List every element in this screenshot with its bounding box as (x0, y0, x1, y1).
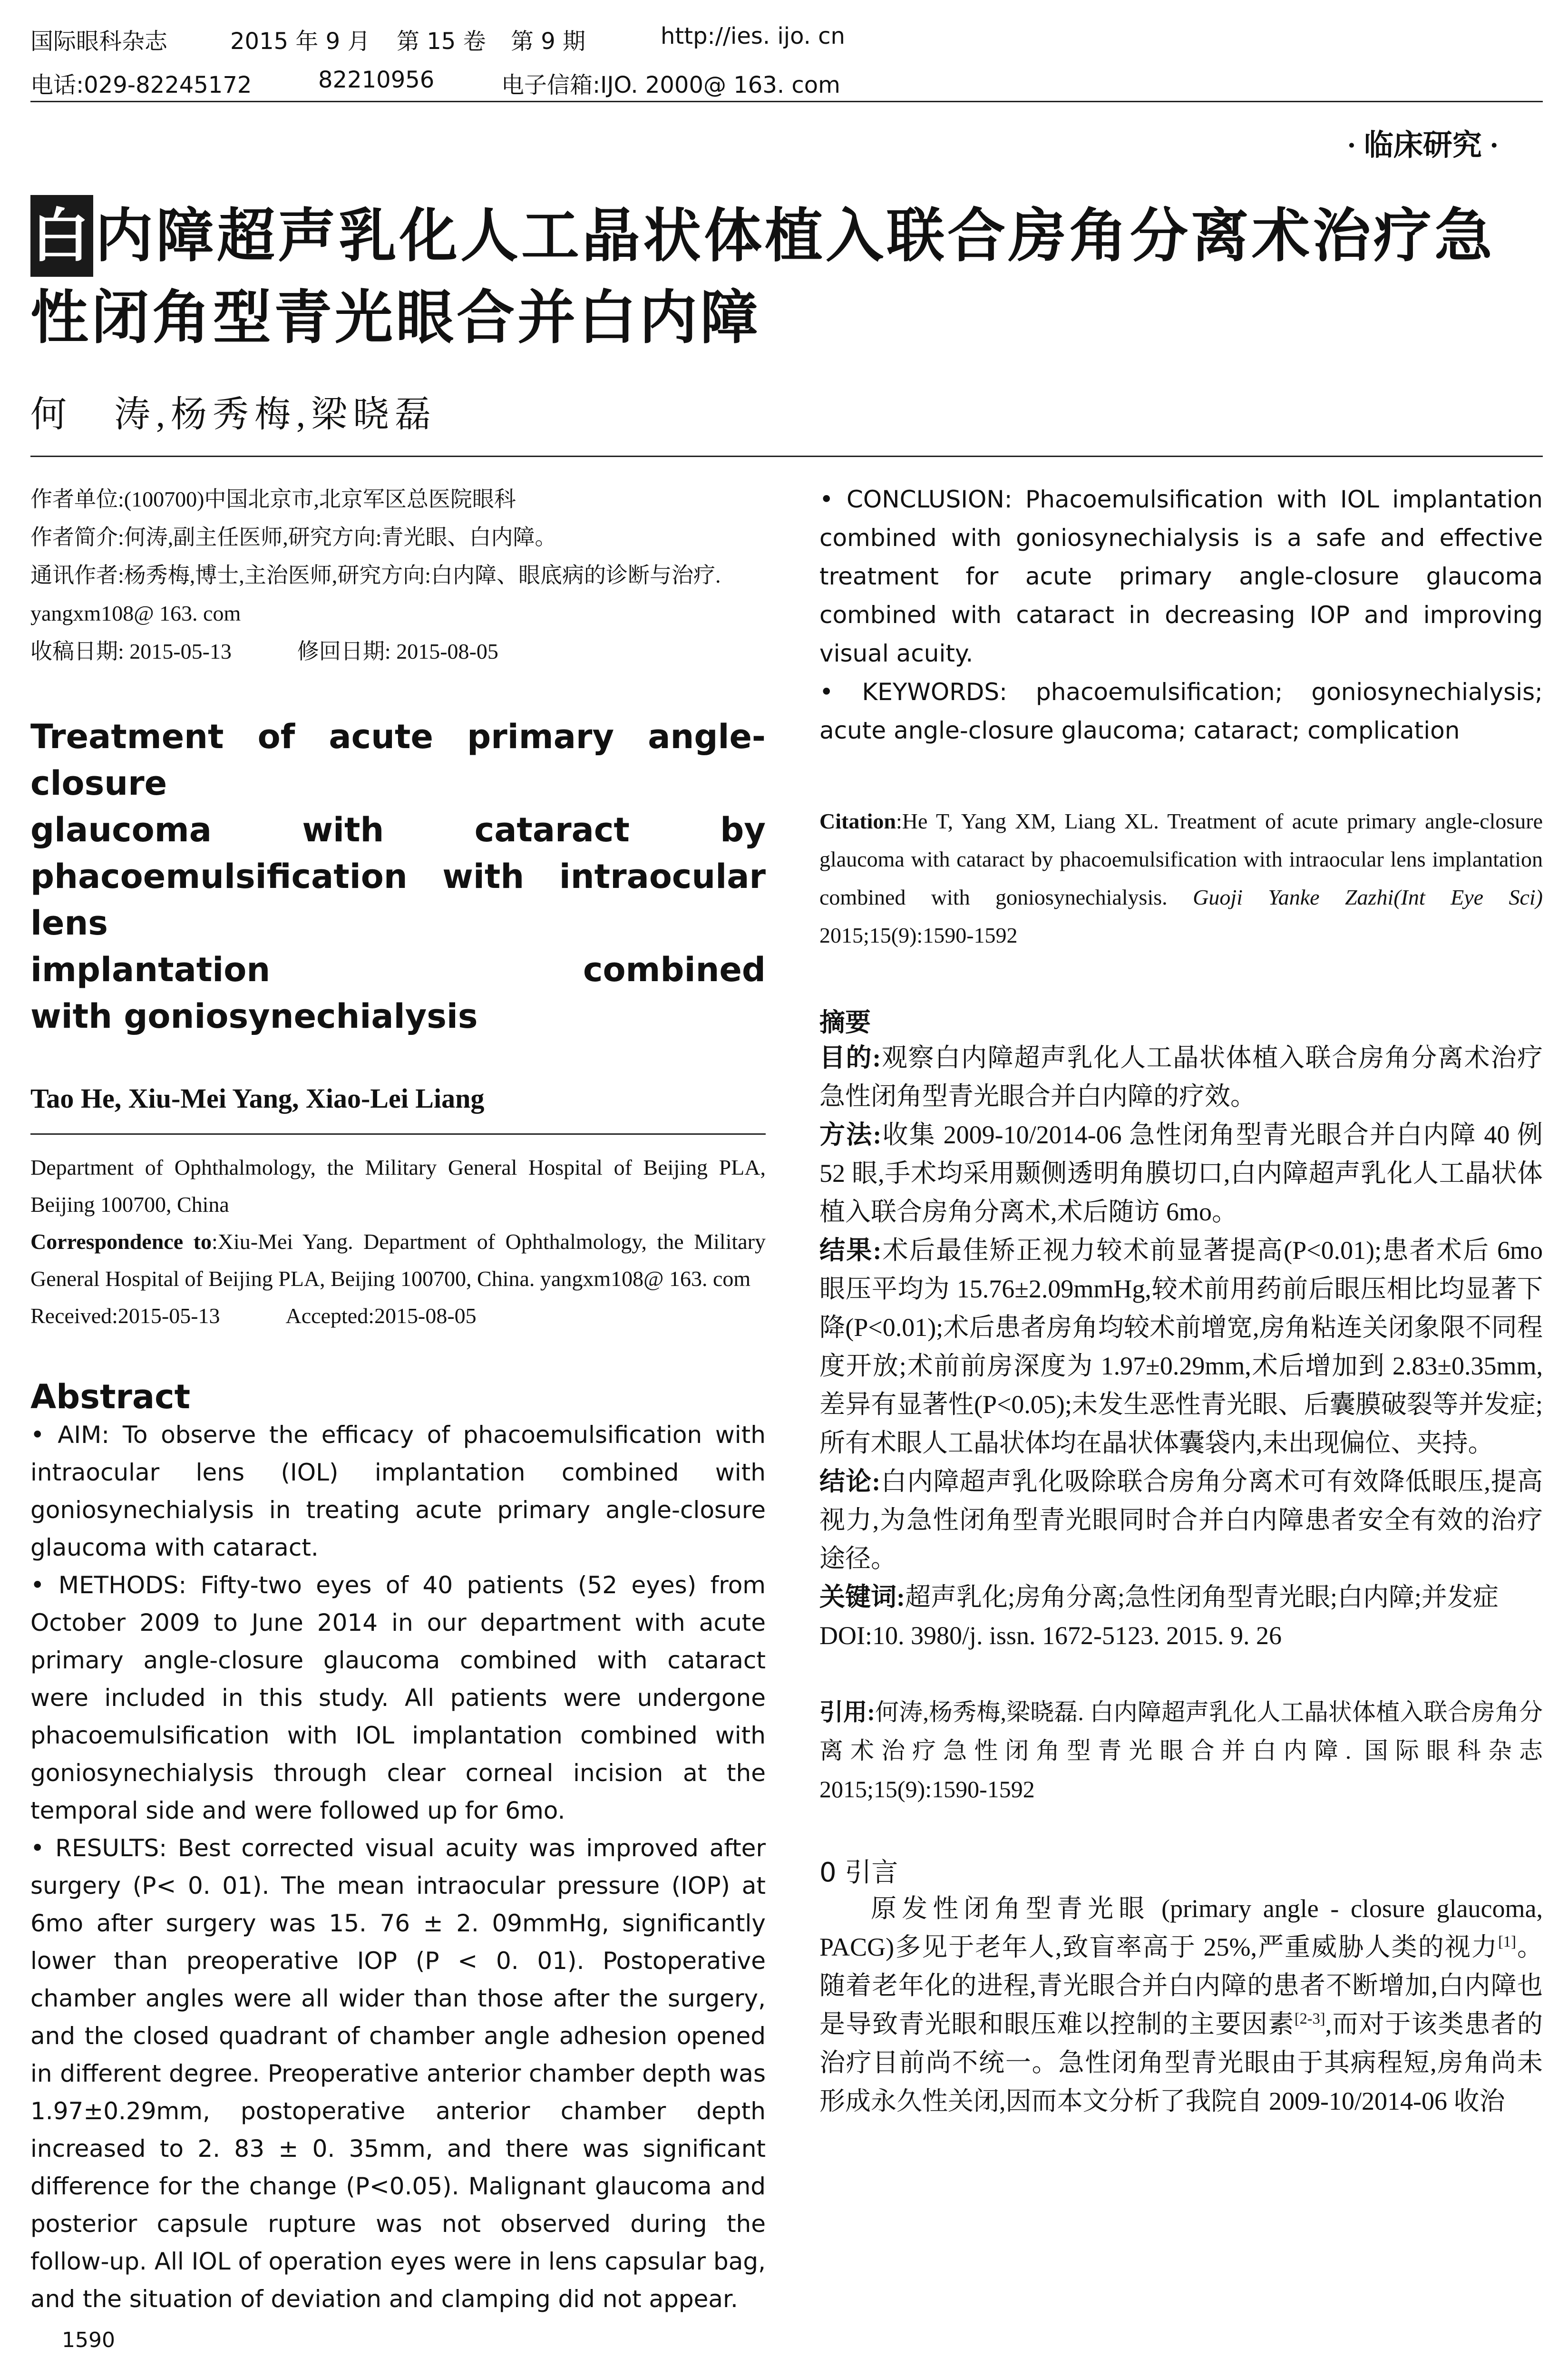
right-column (819, 480, 1543, 2121)
zh-aim (819, 1039, 1543, 1116)
zh-aim-label: 目的: (819, 1043, 881, 1072)
journal-phone-2: 82210956 (318, 67, 435, 93)
journal-email[interactable]: 电子信箱:IJO. 2000@ 163. com (501, 72, 840, 98)
zh-citation-text: 何涛,杨秀梅,梁晓磊. 白内障超声乳化人工晶状体植入联合房角分离术治疗急性闭角型青光眼合并白内障. 国际眼科杂志 2015;15(9):1590-1592 (819, 1699, 1543, 1802)
zh-methods-label: 方法: (819, 1120, 882, 1149)
article-title (30, 195, 1543, 359)
abstract-aim: • AIM: To observe the efficacy of phacoemulsification with intraocular lens (IOL) implantation combined with goniosynechialysis in treating acute primary angle-closure glaucoma with cataract. (30, 1421, 766, 1561)
zh-conclusion-text: 白内障超声乳化吸除联合房角分离术可有效降低眼压,提高视力,为急性闭角型青光眼同时合并白内障患者安全有效的治疗途径。 (819, 1467, 1543, 1573)
title-text: 内障超声乳化人工晶状体植入联合房角分离术治疗急性闭角型青光眼合并白内障 (30, 202, 1495, 351)
abstract-heading: Abstract (30, 1377, 191, 1416)
corresponding-author: 通讯作者:杨秀梅,博士,主治医师,研究方向:白内障、眼底病的诊断与治疗. yangxm108@ 163. com (30, 563, 721, 625)
author-bio: 作者简介:何涛,副主任医师,研究方向:青光眼、白内障。 (30, 525, 557, 549)
issue-date: 2015 年 9 月 (230, 28, 370, 55)
citation-label: Citation (819, 809, 896, 833)
zh-results-label: 结果: (819, 1236, 882, 1265)
intro-text-2: 。随着老年化的进程,青光眼合并白内障的患者不断增加,白内障也是导致青光眼和眼压难以控制的主要因素 (819, 1933, 1543, 2038)
abstract-keywords: • KEYWORDS: phacoemulsification; goniosynechialysis; acute angle-closure glaucoma; cataract; complication (819, 678, 1543, 744)
intro-text-1: 原发性闭角型青光眼 (primary angle - closure glaucoma, PACG)多见于老年人,致盲率高于 25%,严重威胁人类的视力 (819, 1894, 1543, 1961)
english-title-line: with goniosynechialysis (30, 997, 478, 1036)
doi[interactable]: DOI:10. 3980/j. issn. 1672-5123. 2015. 9. 26 (819, 1621, 1282, 1650)
english-title-line: Treatment of acute primary angle-closure (30, 717, 766, 803)
issue-number: 第 9 期 (511, 28, 586, 55)
section-label: · 临床研究 · (1346, 129, 1499, 162)
zh-results (819, 1231, 1543, 1462)
abstract-methods: • METHODS: Fifty-two eyes of 40 patients (52 eyes) from October 2009 to June 2014 in our department with acute primary angle-closure glaucoma combined with cataract were included in this study. All patients were undergone phacoemulsification with IOL implantation combined with goniosynechialysis through clear corneal incision at the temporal side and were followed up for 6mo. (30, 1571, 766, 1824)
zh-abstract-heading: 摘要 (819, 1007, 871, 1037)
zh-keywords-label: 关键词: (819, 1583, 905, 1611)
intro-paragraph (819, 1890, 1543, 2121)
title-first-char: 白 (30, 195, 93, 277)
english-title (30, 713, 766, 1040)
correspondence (30, 1223, 766, 1297)
citation-journal: Guoji Yanke Zazhi(Int Eye Sci) (1193, 885, 1543, 909)
title-rule (30, 456, 1543, 457)
intro-text-3: ,而对于该类患者的治疗目前尚不统一。急性闭角型青光眼由于其病程短,房角尚未形成永久性关闭,因而本文分析了我院自 2009-10/2014-06 收治 (819, 2010, 1543, 2115)
page-number: 1590 (62, 2328, 115, 2352)
journal-header (30, 23, 1543, 104)
intro-heading: 0 引言 (819, 1857, 898, 1888)
author-affiliation: 作者单位:(100700)中国北京市,北京军区总医院眼科 (30, 487, 516, 511)
reference-2-3[interactable]: [2-3] (1294, 2010, 1325, 2027)
english-authors: Tao He, Xiu-Mei Yang, Xiao-Lei Liang (30, 1083, 485, 1114)
zh-conclusion (819, 1462, 1543, 1578)
abstract-results: • RESULTS: Best corrected visual acuity was improved after surgery (P< 0. 01). The mean intraocular pressure (IOP) at 6mo after surgery was 15. 76 ± 2. 09mmHg, significantly lower than preoperative IOP (P < 0. 01). Postoperative chamber angles were all wider than those after the surgery, and the closed quadrant of chamber angle adhesion opened in different degree. Preoperative anterior chamber depth was 1.97±0.29mm, postoperative anterior chamber depth increased to 2. 83 ± 0. 35mm, and there was significant difference for the change (P<0.05). Malignant glaucoma and posterior capsule rupture was not observed during the follow-up. All IOL of operation eyes were in lens capsular bag, and the situation of deviation and clamping did not appear. (30, 1834, 766, 2313)
zh-conclusion-label: 结论: (819, 1467, 881, 1496)
english-authors-rule (30, 1133, 766, 1135)
zh-results-text: 术后最佳矫正视力较术前显著提高(P<0.01);患者术后 6mo 眼压平均为 15.76±2.09mmHg,较术前用药前后眼压相比均显著下降(P<0.01);术后患者房角均较术前增宽,房角粘连关闭象限不同程度开放;术前前房深度为 1.97±0.29mm,术后增加到 2.83±0.35mm,差异有显著性(P<0.05);未发生恶性青光眼、后囊膜破裂等并发症;所有术眼人工晶状体均在晶状体囊袋内,未出现偏位、夹持。 (819, 1236, 1543, 1457)
dates-cn: 收稿日期: 2015-05-13 修回日期: 2015-08-05 (30, 639, 498, 663)
abstract-conclusion: • CONCLUSION: Phacoemulsification with IOL implantation combined with goniosynechialysis is a safe and effective treatment for acute primary angle-closure glaucoma combined with cataract in decreasing IOP and improving visual acuity. (819, 486, 1543, 667)
volume: 第 15 卷 (397, 28, 486, 55)
reference-1[interactable]: [1] (1498, 1933, 1516, 1950)
received-accepted: Received:2015-05-13 Accepted:2015-08-05 (30, 1304, 477, 1328)
authors-cn: 何 涛,杨秀梅,梁晓磊 (30, 395, 437, 435)
left-column (30, 480, 766, 2318)
citation-tail: 2015;15(9):1590-1592 (819, 923, 1018, 947)
zh-citation-label: 引用: (819, 1699, 875, 1725)
header-rule (30, 101, 1543, 102)
zh-keywords-text: 超声乳化;房角分离;急性闭角型青光眼;白内障;并发症 (905, 1583, 1499, 1611)
zh-aim-text: 观察白内障超声乳化人工晶状体植入联合房角分离术治疗急性闭角型青光眼合并白内障的疗效。 (819, 1043, 1543, 1111)
english-affiliation-block (30, 1149, 766, 1335)
citation-text: :He T, Yang XM, Liang XL. Treatment of acute primary angle-closure glaucoma with cataract by phacoemulsification with intraocular lens implantation combined with goniosynechialysis. (819, 809, 1543, 909)
correspondence-label: Correspondence to (30, 1229, 212, 1254)
english-title-line: glaucoma with cataract by (30, 810, 766, 849)
journal-name: 国际眼科杂志 (30, 28, 168, 55)
zh-methods-text: 收集 2009-10/2014-06 急性闭角型青光眼合并白内障 40 例 52 眼,手术均采用颞侧透明角膜切口,白内障超声乳化人工晶状体植入联合房角分离术,术后随访 6mo。 (819, 1120, 1543, 1226)
english-affiliation: Department of Ophthalmology, the Military General Hospital of Beijing PLA, Beijing 100700, China (30, 1155, 766, 1217)
citation (819, 802, 1543, 955)
zh-keywords (819, 1578, 1543, 1617)
english-title-line: phacoemulsification with intraocular lens (30, 857, 766, 943)
journal-url[interactable]: http://ies. ijo. cn (661, 23, 845, 49)
author-info (30, 480, 766, 671)
english-title-line: implantation combined (30, 950, 766, 989)
zh-methods (819, 1116, 1543, 1231)
zh-citation (819, 1693, 1543, 1809)
correspondence-text: :Xiu-Mei Yang. Department of Ophthalmology, the Military General Hospital of Beijing PLA, Beijing 100700, China. yangxm108@ 163. com (30, 1229, 766, 1291)
journal-phone: 电话:029-82245172 (30, 72, 252, 98)
